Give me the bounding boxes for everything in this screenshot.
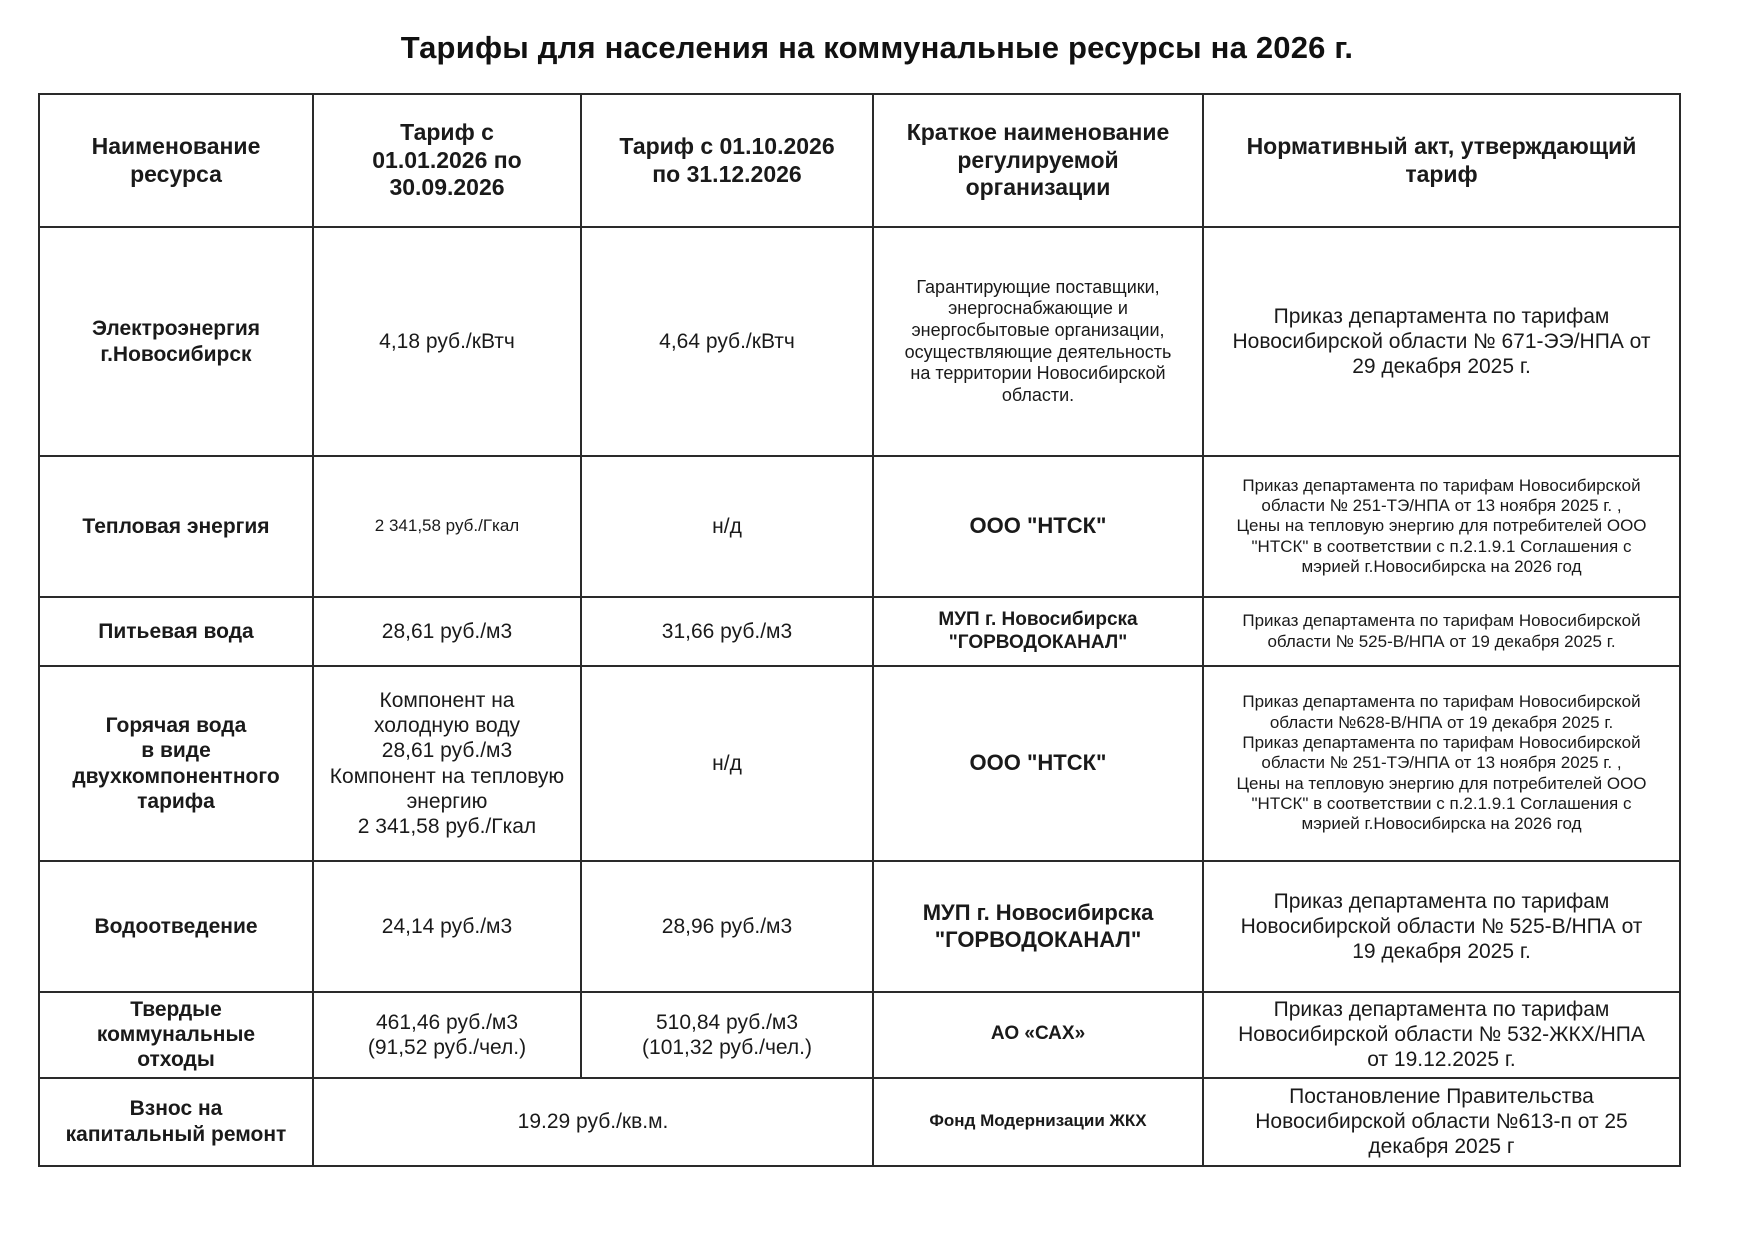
text-line: 19 декабря 2025 г. <box>1352 940 1531 964</box>
text-line: осуществляющие деятельность <box>904 341 1172 362</box>
text-line: холодную воду <box>373 714 520 738</box>
header-tariff-h1 <box>313 94 581 227</box>
text-line: по 31.12.2026 <box>652 160 802 187</box>
text-line: Краткое наименование <box>906 119 1170 146</box>
text-line: Нормативный акт, утверждающий <box>1246 132 1637 159</box>
text-line: 4,64 руб./кВтч <box>659 329 795 353</box>
cell-normative-act <box>1203 992 1680 1078</box>
cell-organization <box>873 1078 1203 1166</box>
table-row <box>39 456 1680 597</box>
text-line: 31,66 руб./м3 <box>661 619 793 643</box>
text-line: Фонд Модернизации ЖКХ <box>929 1111 1147 1131</box>
cell-tariff-h1 <box>313 666 581 861</box>
text-line: Приказ департамента по тарифам Новосибирской <box>1242 475 1641 495</box>
cell-organization <box>873 666 1203 861</box>
text-line: 461,46 руб./м3 <box>375 1010 519 1034</box>
cell-organization <box>873 992 1203 1078</box>
cell-resource <box>39 597 313 666</box>
text-line: от 19.12.2025 г. <box>1367 1048 1516 1072</box>
text-line: 19.29 руб./кв.м. <box>517 1109 669 1133</box>
cell-tariff-h2 <box>581 227 873 456</box>
text-line: коммунальные <box>96 1023 256 1047</box>
text-line: Горячая вода <box>105 714 247 738</box>
text-line: энергосбытовые организации, <box>911 319 1165 340</box>
text-line: ресурса <box>130 160 222 187</box>
cell-resource <box>39 227 313 456</box>
text-line: области №628-В/НПА от 19 декабря 2025 г. <box>1269 712 1614 732</box>
table-row <box>39 992 1680 1078</box>
text-line: Новосибирской области № 525-В/НПА от <box>1240 914 1643 938</box>
cell-organization <box>873 456 1203 597</box>
text-line: н/д <box>712 514 742 538</box>
cell-organization <box>873 227 1203 456</box>
header-organization <box>873 94 1203 227</box>
text-line: Компонент на <box>379 688 515 712</box>
text-line: Водоотведение <box>94 914 258 938</box>
text-line: ООО "НТСК" <box>969 513 1107 539</box>
text-line: 01.01.2026 по <box>372 146 522 173</box>
text-line: Цены на тепловую энергию для потребителей ООО <box>1236 773 1647 793</box>
cell-tariff-h1 <box>313 456 581 597</box>
cell-organization <box>873 861 1203 992</box>
cell-resource <box>39 1078 313 1166</box>
text-line: Компонент на тепловую <box>329 764 565 788</box>
text-line: 4,18 руб./кВтч <box>379 329 515 353</box>
cell-resource <box>39 666 313 861</box>
cell-tariff-h2 <box>581 597 873 666</box>
text-line: Гарантирующие поставщики, <box>916 276 1160 297</box>
text-line: АО «САХ» <box>990 1023 1086 1045</box>
text-line: Постановление Правительства <box>1289 1084 1594 1108</box>
text-line: капитальный ремонт <box>65 1122 287 1146</box>
text-line: "ГОРВОДОКАНАЛ" <box>934 926 1142 952</box>
cell-resource <box>39 861 313 992</box>
cell-tariff-h2 <box>581 992 873 1078</box>
text-line: регулируемой <box>957 146 1119 173</box>
text-line: двухкомпонентного <box>72 764 280 788</box>
table-row <box>39 1078 1680 1166</box>
cell-tariff-h2 <box>581 456 873 597</box>
text-line: отходы <box>137 1048 215 1072</box>
text-line: Приказ департамента по тарифам <box>1273 889 1610 913</box>
text-line: Наименование <box>91 132 261 159</box>
cell-tariff-h1 <box>313 861 581 992</box>
cell-tariff-h1 <box>313 227 581 456</box>
text-line: 2 341,58 руб./Гкал <box>357 814 537 838</box>
text-line: Электроэнергия <box>91 317 261 341</box>
text-line: Новосибирской области № 532-ЖКХ/НПА <box>1238 1023 1645 1047</box>
text-line: н/д <box>712 751 742 775</box>
text-line: Цены на тепловую энергию для потребителей ООО <box>1236 516 1647 536</box>
text-line: 30.09.2026 <box>389 174 505 201</box>
text-line: в виде <box>141 739 211 763</box>
header-row <box>39 94 1680 227</box>
text-line: 510,84 руб./м3 <box>655 1010 799 1034</box>
text-line: 28,61 руб./м3 <box>381 739 513 763</box>
text-line: области № 525-В/НПА от 19 декабря 2025 г. <box>1267 631 1616 651</box>
text-line: энергию <box>406 789 488 813</box>
table-row <box>39 227 1680 456</box>
text-line: Приказ департамента по тарифам <box>1273 998 1610 1021</box>
text-line: "ГОРВОДОКАНАЛ" <box>948 631 1128 653</box>
header-tariff-h2 <box>581 94 873 227</box>
cell-resource <box>39 992 313 1078</box>
text-line: Тариф с <box>400 119 494 146</box>
text-line: организации <box>965 174 1111 201</box>
cell-normative-act <box>1203 666 1680 861</box>
cell-resource <box>39 456 313 597</box>
text-line: МУП г. Новосибирска <box>922 900 1154 926</box>
text-line: 24,14 руб./м3 <box>381 914 513 938</box>
text-line: Новосибирской области №613-п от 25 <box>1255 1109 1628 1133</box>
text-line: декабря 2025 г <box>1368 1135 1515 1159</box>
text-line: тариф <box>1405 160 1478 187</box>
text-line: Взнос на <box>129 1097 223 1121</box>
cell-organization <box>873 597 1203 666</box>
text-line: тарифа <box>137 789 215 813</box>
cell-tariff-h1 <box>313 597 581 666</box>
text-line: Новосибирской области № 671-ЭЭ/НПА от <box>1232 329 1651 353</box>
header-resource <box>39 94 313 227</box>
text-line: "НТСК" в соответствии с п.2.1.9.1 Соглашения с <box>1251 794 1632 814</box>
document-title: Тарифы для населения на коммунальные ресурсы на 2026 г. <box>400 30 1354 65</box>
cell-tariff-h2 <box>581 666 873 861</box>
text-line: Твердые <box>130 998 222 1021</box>
text-line: ООО "НТСК" <box>969 750 1107 776</box>
cell-tariff-h2 <box>581 861 873 992</box>
cell-normative-act <box>1203 456 1680 597</box>
text-line: области № 251-ТЭ/НПА от 13 ноября 2025 г. , <box>1261 495 1622 515</box>
cell-normative-act <box>1203 1078 1680 1166</box>
cell-normative-act <box>1203 597 1680 666</box>
text-line: Приказ департамента по тарифам <box>1273 304 1610 328</box>
text-line: 28,61 руб./м3 <box>381 619 513 643</box>
text-line: (91,52 руб./чел.) <box>367 1035 527 1059</box>
text-line: мэрией г.Новосибирска на 2026 год <box>1301 814 1582 834</box>
text-line: области № 251-ТЭ/НПА от 13 ноября 2025 г. , <box>1261 753 1622 773</box>
cell-normative-act <box>1203 861 1680 992</box>
text-line: на территории Новосибирской <box>910 363 1166 384</box>
text-line: мэрией г.Новосибирска на 2026 год <box>1301 557 1582 577</box>
text-line: Приказ департамента по тарифам Новосибирской <box>1242 732 1641 752</box>
text-line: области. <box>1001 384 1075 405</box>
text-line: Приказ департамента по тарифам Новосибирской <box>1242 611 1641 631</box>
table-row <box>39 597 1680 666</box>
cell-tariff-h1 <box>313 992 581 1078</box>
text-line: Тариф с 01.10.2026 <box>619 132 835 159</box>
text-line: Тепловая энергия <box>82 514 270 538</box>
text-line: (101,32 руб./чел.) <box>642 1035 812 1059</box>
tariffs-table <box>38 93 1681 1167</box>
text-line: 28,96 руб./м3 <box>661 914 793 938</box>
cell-tariff-merged <box>313 1078 873 1166</box>
header-normative-act <box>1203 94 1680 227</box>
text-line: 29 декабря 2025 г. <box>1352 355 1531 379</box>
text-line: г.Новосибирск <box>100 342 252 366</box>
text-line: МУП г. Новосибирска <box>938 608 1138 630</box>
cell-normative-act <box>1203 227 1680 456</box>
table-row <box>39 861 1680 992</box>
text-line: Питьевая вода <box>98 619 254 643</box>
text-line: 2 341,58 руб./Гкал <box>374 516 520 536</box>
table-row <box>39 666 1680 861</box>
text-line: Приказ департамента по тарифам Новосибирской <box>1242 692 1641 712</box>
text-line: "НТСК" в соответствии с п.2.1.9.1 Соглашения с <box>1251 536 1632 556</box>
text-line: энергоснабжающие и <box>948 298 1128 319</box>
